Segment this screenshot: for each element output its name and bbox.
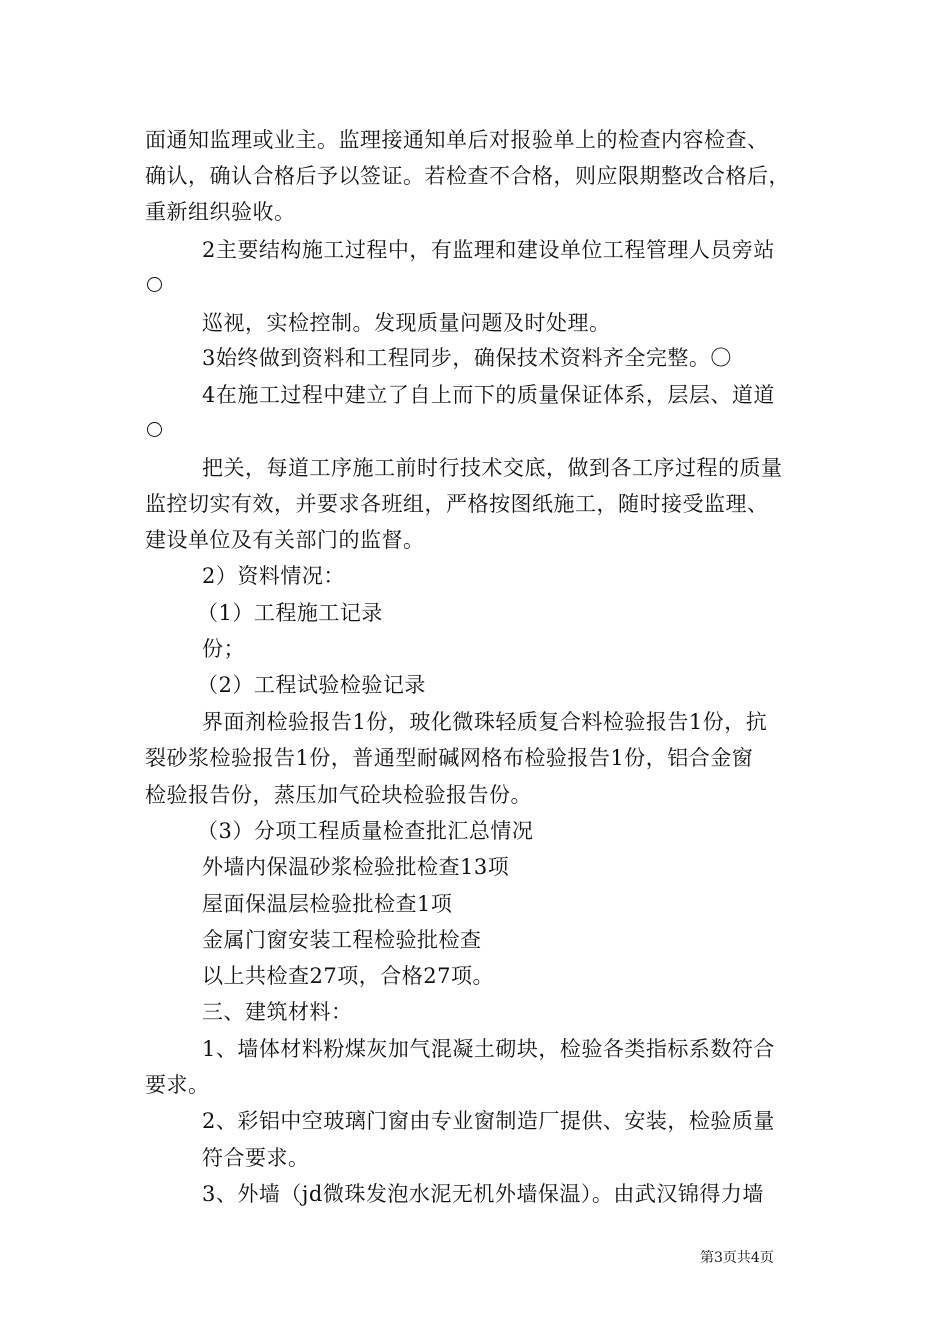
paragraph-line: 屋面保温层检验批检查1项 (202, 892, 453, 916)
paragraph-line: 金属门窗安装工程检验批检查 (202, 928, 482, 952)
paragraph-line: 符合要求。 (202, 1146, 310, 1170)
circle-mark-icon (147, 422, 162, 437)
paragraph-line: 4在施工过程中建立了自上而下的质量保证体系，层层、道道 (202, 383, 775, 407)
paragraph-line: 界面剂检验报告1份，玻化微珠轻质复合料检验报告1份，抗 (202, 710, 768, 734)
subsection-heading: （3）分项工程质量检查批汇总情况 (197, 819, 534, 843)
paragraph-line: 要求。 (145, 1073, 210, 1097)
page-footer: 第3页共4页 (700, 1250, 774, 1266)
subsection-heading: （1）工程施工记录 (197, 601, 383, 625)
paragraph-line: 以上共检查27项，合格27项。 (202, 964, 494, 988)
paragraph-line: 份； (202, 637, 245, 661)
paragraph-line: 外墙内保温砂浆检验批检查13项 (202, 855, 510, 879)
paragraph-line: 裂砂浆检验报告1份，普通型耐碱网格布检验报告1份，铝合金窗 (145, 746, 754, 770)
paragraph-line: 面通知监理或业主。监理接通知单后对报验单上的检查内容检查、 (145, 128, 769, 152)
paragraph-line: 确认，确认合格后予以签证。若检查不合格，则应限期整改合格后， (145, 164, 790, 188)
paragraph-line: 1、墙体材料粉煤灰加气混凝土砌块，检验各类指标系数符合 (202, 1037, 775, 1061)
paragraph-line: 检验报告份，蒸压加气砼块检验报告份。 (145, 783, 532, 807)
paragraph-line: 2、彩铝中空玻璃门窗由专业窗制造厂提供、安装，检验质量 (202, 1109, 775, 1133)
circle-mark-icon (147, 277, 162, 292)
paragraph-line: 监控切实有效，并要求各班组，严格按图纸施工，随时接受监理、 (145, 492, 769, 516)
paragraph-line: 3始终做到资料和工程同步，确保技术资料齐全完整。〇 (202, 346, 732, 370)
paragraph-line: 重新组织验收。 (145, 200, 296, 224)
subsection-heading: （2）工程试验检验记录 (197, 673, 426, 697)
paragraph-line: 建设单位及有关部门的监督。 (145, 528, 425, 552)
section-heading: 2）资料情况： (202, 564, 345, 588)
section-heading: 三、建筑材料： (202, 1000, 353, 1024)
paragraph-line: 把关，每道工序施工前时行技术交底，做到各工序过程的质量 (202, 456, 783, 480)
paragraph-line: 3、外墙（jd微珠发泡水泥无机外墙保温）。由武汉锦得力墙 (202, 1182, 764, 1206)
paragraph-line: 巡视，实检控制。发现质量问题及时处理。 (202, 311, 611, 335)
paragraph-line: 2主要结构施工过程中，有监理和建设单位工程管理人员旁站 (202, 238, 775, 262)
